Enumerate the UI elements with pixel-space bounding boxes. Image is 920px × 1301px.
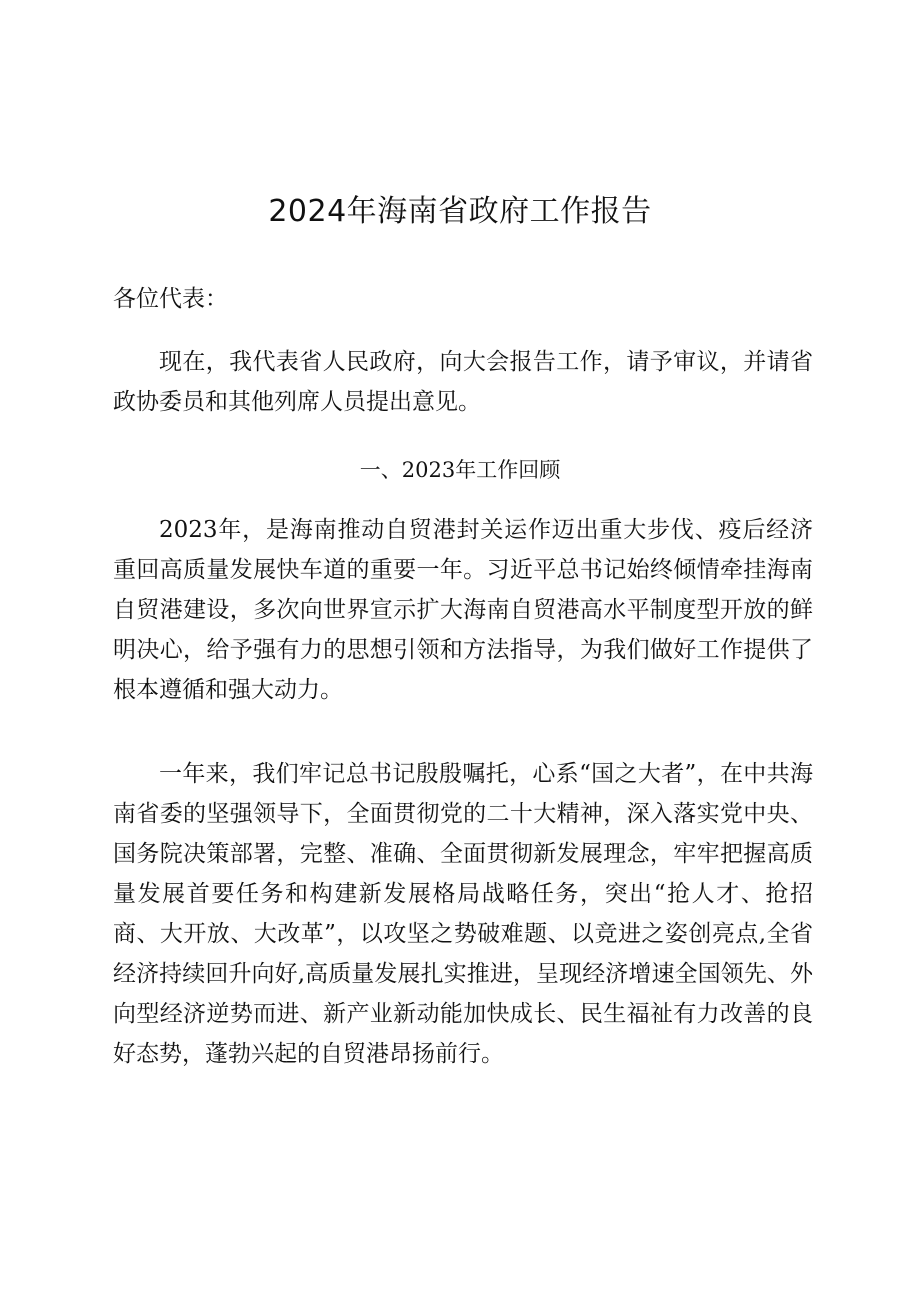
section-heading: 一、2023年工作回顾 — [359, 458, 561, 482]
paragraph-year-review: 一年来，我们牢记总书记殷殷嘱托，心系“国之大者”，在中共海南省委的坚强领导下，全面贯彻党的二十大精神，深入落实党中央、国务院决策部署，完整、准确、全面贯彻新发展理念，牢牢把握高质量发展首要任务和构建新发展格局战略任务，突出“抢人才、抢招商、大开放、大改革”，以攻坚之势破难题、以竞进之姿创亮点,全省经济持续回升向好,高质量发展扎实推进，呈现经济增速全国领先、外向型经济逆势而进、新产业新动能加快成长、民生福祉有力改善的良好态势，蓬勃兴起的自贸港昂扬前行。 — [113, 761, 813, 1067]
salutation: 各位代表： — [113, 286, 228, 312]
document-title: 2024年海南省政府工作报告 — [268, 194, 652, 229]
paragraph-2023-overview: 2023年，是海南推动自贸港封关运作迈出重大步伐、疫后经济重回高质量发展快车道的重要一年。习近平总书记始终倾情牵挂海南自贸港建设，多次向世界宣示扩大海南自贸港高水平制度型开放的鲜明决心，给予强有力的思想引领和方法指导，为我们做好工作提供了根本遵循和强大动力。 — [113, 517, 813, 703]
paragraph-intro: 现在，我代表省人民政府，向大会报告工作，请予审议，并请省政协委员和其他列席人员提出意见。 — [113, 349, 813, 415]
